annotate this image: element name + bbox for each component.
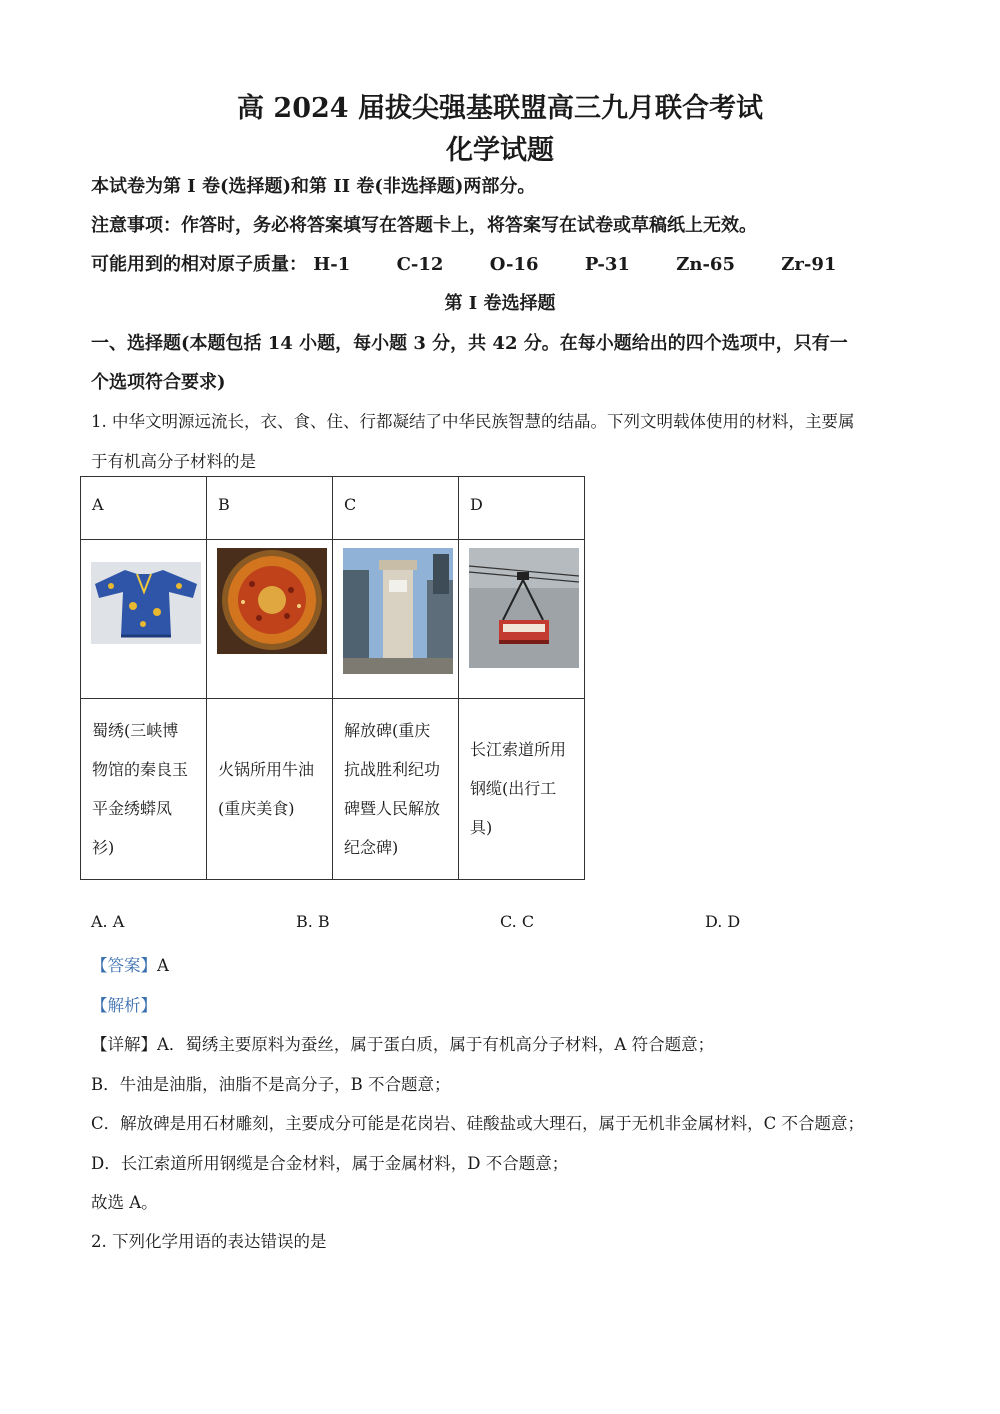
- section-instructions-1: 一、选择题(本题包括 14 小题，每小题 3 分，共 42 分。在每小题给出的四个选项中，只有一: [91, 333, 848, 354]
- atomic-masses-label: 可能用到的相对原子质量：: [91, 254, 307, 275]
- detail-line-3: C．解放碑是用石材雕刻，主要成分可能是花岗岩、硅酸盐或大理石，属于无机非金属材料，C 不合题意；: [91, 1114, 864, 1133]
- option-a-description: 蜀绣(三峡博 物馆的秦良玉 平金绣蟒凤 衫): [81, 699, 207, 880]
- analysis-tag: 【解析】: [91, 996, 157, 1015]
- option-b-image-cell: [207, 540, 333, 699]
- mass-c: C-12: [396, 254, 444, 275]
- option-d-header: D: [459, 477, 585, 540]
- option-a-header: A: [81, 477, 207, 540]
- hotpot-image: [207, 540, 332, 694]
- detail-line-1: 【详解】A．蜀绣主要原料为蚕丝，属于蛋白质，属于有机高分子材料，A 符合题意；: [91, 1035, 715, 1054]
- liberation-monument-image: [333, 540, 458, 694]
- q1-stem-2: 于有机高分子材料的是: [91, 452, 256, 471]
- detail-line-4: D．长江索道所用钢缆是合金材料，属于金属材料，D 不合题意；: [91, 1154, 569, 1173]
- section-instructions-2: 个选项符合要求): [91, 372, 226, 393]
- detail-line-2: B．牛油是油脂，油脂不是高分子，B 不合题意；: [91, 1075, 451, 1094]
- option-d-image-cell: [459, 540, 585, 699]
- atomic-masses: [91, 250, 836, 276]
- mass-zr: Zr-91: [781, 254, 837, 275]
- mass-zn: Zn-65: [676, 254, 735, 275]
- section-title: 第 I 卷选择题: [444, 293, 556, 314]
- option-a-image-cell: [81, 540, 207, 699]
- option-c-description: 解放碑(重庆 抗战胜利纪功 碑暨人民解放 纪念碑): [333, 699, 459, 880]
- choice-a: A. A: [91, 912, 125, 931]
- option-b-header: B: [207, 477, 333, 540]
- option-c-image-cell: [333, 540, 459, 699]
- option-b-description: 火锅所用牛油 (重庆美食): [207, 699, 333, 880]
- answer-value: A: [157, 956, 169, 975]
- exam-subject: 化学试题: [446, 135, 554, 166]
- q1-options-table: [80, 476, 585, 880]
- conclusion-line: 故选 A。: [91, 1193, 158, 1212]
- detail-tag: 【详解】: [91, 1035, 157, 1054]
- option-c-header: C: [333, 477, 459, 540]
- answer-tag: 【答案】: [91, 956, 157, 975]
- choice-d: D. D: [705, 912, 741, 931]
- q1-stem-1: 1. 中华文明源远流长，衣、食、住、行都凝结了中华民族智慧的结晶。下列文明载体使用的材料，主要属: [91, 412, 855, 431]
- mass-p: P-31: [584, 254, 630, 275]
- notice-line: 注意事项：作答时，务必将答案填写在答题卡上，将答案写在试卷或草稿纸上无效。: [91, 215, 757, 236]
- exam-title: 高 2024 届拔尖强基联盟高三九月联合考试: [237, 93, 763, 124]
- embroidered-robe-image: [81, 540, 206, 694]
- cable-car-image: [459, 540, 584, 694]
- option-d-description: 长江索道所用 钢缆(出行工 具): [459, 699, 585, 880]
- choice-b: B. B: [296, 912, 330, 931]
- choice-c: C. C: [500, 912, 535, 931]
- mass-h: H-1: [313, 254, 351, 275]
- intro-line: 本试卷为第 I 卷(选择题)和第 II 卷(非选择题)两部分。: [91, 176, 536, 197]
- q2-stem: 2. 下列化学用语的表达错误的是: [91, 1232, 327, 1251]
- answer-line: [91, 952, 169, 976]
- mass-o: O-16: [489, 254, 539, 275]
